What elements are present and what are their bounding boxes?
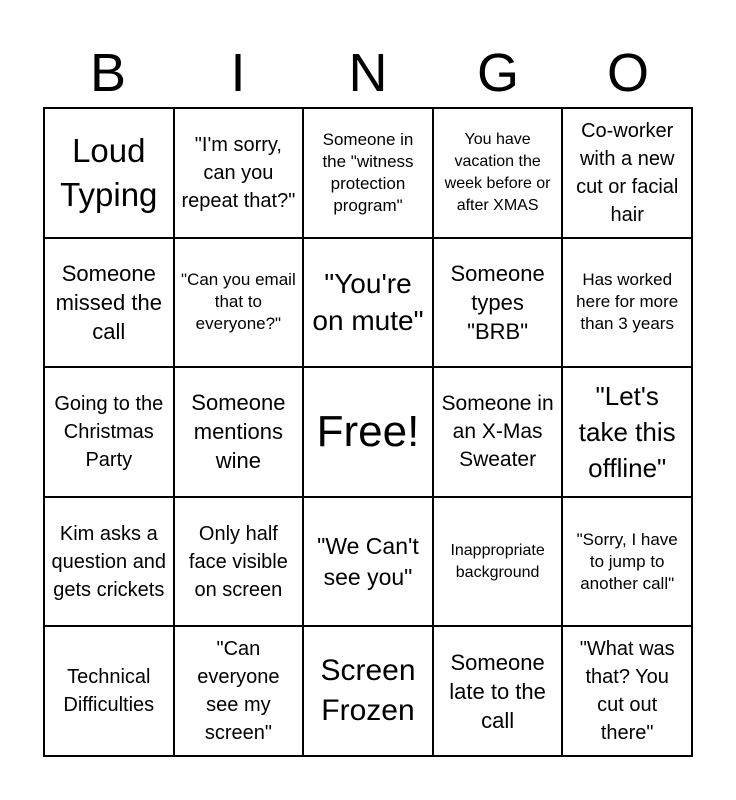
bingo-cell[interactable]: [562, 367, 692, 497]
bingo-cell[interactable]: [303, 626, 433, 756]
bingo-cell[interactable]: [433, 108, 563, 238]
bingo-cell[interactable]: [44, 238, 174, 368]
bingo-cell[interactable]: [44, 626, 174, 756]
cell-text: "Can you email that to everyone?": [181, 270, 296, 334]
cell-text: Someone in the "witness protection program": [322, 129, 414, 215]
bingo-cell[interactable]: [44, 108, 174, 238]
bingo-cell[interactable]: [433, 367, 563, 497]
bingo-board: [43, 107, 693, 757]
cell-text: "What was that? You cut out there": [579, 638, 675, 745]
cell-text: You have vacation the week before or after XMAS: [444, 130, 551, 214]
bingo-cell[interactable]: [174, 108, 304, 238]
header-letter-g: G: [476, 43, 519, 103]
cell-text: Someone missed the call: [55, 260, 162, 344]
bingo-cell[interactable]: [303, 108, 433, 238]
cell-text: Has worked here for more than 3 years: [576, 270, 679, 334]
cell-text: Technical Difficulties: [63, 666, 155, 717]
bingo-cell[interactable]: [303, 238, 433, 368]
header-letter-o: O: [606, 43, 649, 103]
bingo-cell[interactable]: [433, 497, 563, 627]
cell-text: "Sorry, I have to jump to another call": [576, 529, 678, 593]
bingo-header: [43, 42, 693, 104]
cell-text: Someone types "BRB": [450, 260, 545, 344]
cell-text: Someone in an X-Mas Sweater: [441, 391, 554, 471]
cell-text: Going to the Christmas Party: [54, 392, 164, 471]
bingo-cell[interactable]: [562, 497, 692, 627]
bingo-cell[interactable]: [174, 626, 304, 756]
bingo-cell-free[interactable]: [303, 367, 433, 497]
bingo-cell[interactable]: [562, 108, 692, 238]
header-letter-i: I: [230, 43, 246, 103]
cell-text: Someone late to the call: [449, 649, 546, 733]
header-letter-b: B: [89, 43, 127, 103]
bingo-cell[interactable]: [562, 238, 692, 368]
cell-text: Inappropriate background: [450, 541, 545, 581]
bingo-cell[interactable]: [174, 367, 304, 497]
cell-text: "You're on mute": [312, 268, 424, 337]
bingo-cell[interactable]: [174, 238, 304, 368]
cell-text: Loud Typing: [60, 131, 158, 213]
cell-text: Screen Frozen: [320, 654, 416, 728]
cell-text: Free!: [316, 406, 420, 456]
bingo-cell[interactable]: [303, 497, 433, 627]
cell-text: Someone mentions wine: [191, 390, 286, 474]
bingo-cell[interactable]: [433, 238, 563, 368]
cell-text: Kim asks a question and gets crickets: [51, 522, 167, 601]
cell-text: "I'm sorry, can you repeat that?": [181, 133, 296, 212]
cell-text: Only half face visible on screen: [188, 522, 288, 601]
cell-text: Co-worker with a new cut or facial hair: [576, 119, 679, 226]
bingo-cell[interactable]: [433, 626, 563, 756]
bingo-cell[interactable]: [174, 497, 304, 627]
bingo-cell[interactable]: [44, 367, 174, 497]
cell-text: "Let's take this offline": [578, 380, 676, 483]
cell-text: "Can everyone see my screen": [197, 638, 280, 745]
header-letter-n: N: [348, 43, 388, 103]
cell-text: "We Can't see you": [317, 532, 419, 590]
bingo-cell[interactable]: [44, 497, 174, 627]
bingo-cell[interactable]: [562, 626, 692, 756]
